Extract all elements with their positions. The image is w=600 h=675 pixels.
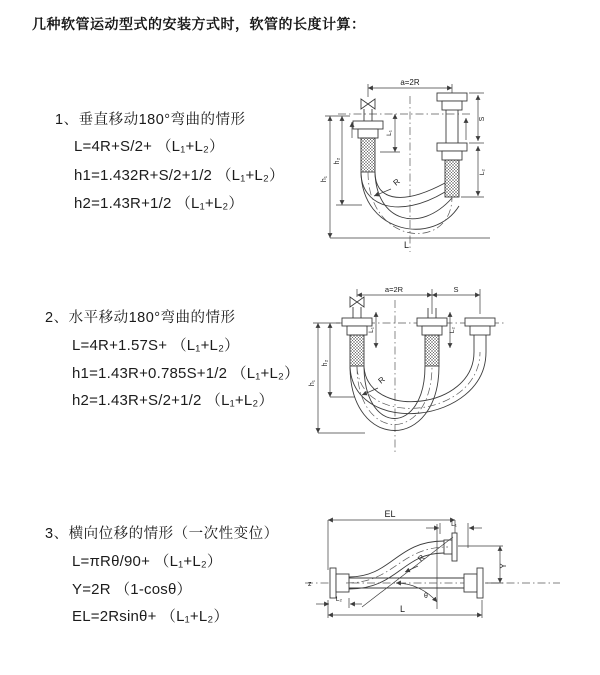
upper-right-flange (444, 533, 457, 561)
right-hose-end-fitting (465, 318, 495, 352)
dim-label-a2r: a=2R (384, 285, 404, 294)
dim-label-l2: L₂ (449, 326, 456, 334)
braided-section (445, 160, 459, 197)
section-3-formula-Y: Y=2R （1-cosθ） (72, 581, 192, 598)
dim-label-s: S (479, 116, 486, 122)
section-1-formula-L: L=4R+S/2+ （L₁+L₂） (74, 138, 225, 155)
dimension-l1-l2 (368, 312, 456, 348)
section-2-formula-L: L=4R+1.57S+ （L₁+L₂） (72, 337, 240, 354)
dim-label-r: R (391, 176, 402, 188)
section-1-formula-h2: h2=1.43R+1/2 （L₁+L₂） (74, 195, 244, 212)
dim-label-h2: h₂ (334, 157, 341, 165)
dim-label-el: EL (384, 509, 396, 519)
hose-s-curve (346, 541, 448, 589)
section-2-formula-h1: h1=1.43R+0.785S+1/2 （L₁+L₂） (72, 365, 300, 382)
dimension-h1-h2 (321, 116, 362, 238)
dimension-l2 (316, 596, 362, 608)
valve-icon (361, 99, 375, 109)
radius-leader (405, 553, 427, 572)
dimension-l (328, 600, 482, 618)
section-3-formula-EL: EL=2Rsinθ+ （L₁+L₂） (72, 608, 229, 625)
dim-label-l2: L₂ (479, 168, 486, 176)
section-2-heading: 2、水平移动180°弯曲的情形 (45, 310, 236, 326)
section-3-formula-L: L=πRθ/90+ （L₁+L₂） (72, 553, 223, 570)
dim-label-l: L (404, 240, 410, 250)
dim-label-a2r: a=2R (400, 78, 420, 87)
dim-label-l1: L₁ (451, 521, 457, 528)
dim-label-y: Y (499, 563, 508, 569)
dim-label-s: S (453, 285, 459, 294)
dimension-a2r-s (357, 285, 480, 314)
diagram-horizontal-movement-180 (300, 278, 600, 466)
dim-label-l1: L₁ (386, 130, 393, 136)
angle-theta-construction (362, 524, 453, 609)
middle-hose-end-fitting (417, 308, 447, 366)
dim-label-r: R (416, 552, 427, 564)
dim-label-l2: L₂ (335, 596, 343, 603)
section-1-heading: 1、垂直移动180°弯曲的情形 (55, 112, 246, 128)
section-3-heading: 3、横向位移的情形（一次性变位） (45, 526, 279, 542)
dimension-l1 (380, 114, 400, 152)
dim-label-h1: h₁ (309, 379, 316, 387)
right-hose-end-fitting (437, 93, 467, 197)
diagram-vertical-movement-180 (303, 68, 598, 263)
section-2-formula-h2: h2=1.43R+S/2+1/2 （L₁+L₂） (72, 392, 274, 409)
braided-section (361, 138, 375, 172)
dim-label-h2: h₂ (322, 359, 329, 367)
right-flange (477, 568, 483, 598)
valve-icon (350, 297, 364, 307)
page-title: 几种软管运动型式的安装方式时，软管的长度计算： (32, 16, 366, 32)
section-1-formula-h1: h1=1.432R+S/2+1/2 （L₁+L₂） (74, 167, 285, 184)
diagram-lateral-displacement (300, 500, 600, 658)
dim-label-r: R (376, 374, 387, 386)
braided-section (425, 335, 439, 366)
angle-label-theta: θ (424, 593, 428, 600)
dim-label-l1: L₁ (368, 327, 375, 333)
dim-label-h1: h₁ (321, 175, 328, 183)
dim-label-l: L (400, 604, 406, 614)
axis-label-z: z (308, 581, 312, 588)
braided-section (350, 335, 364, 366)
left-hose-end-fitting (352, 99, 383, 172)
